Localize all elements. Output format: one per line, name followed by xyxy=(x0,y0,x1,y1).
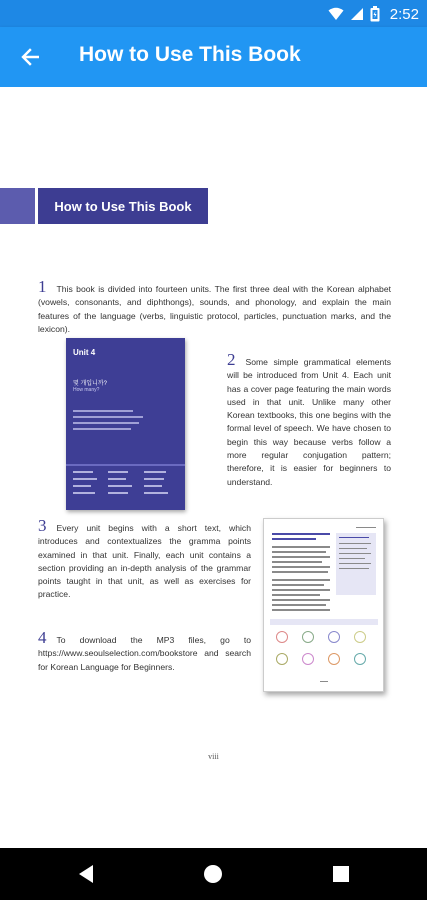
cover-text-line xyxy=(73,416,143,418)
sample-text-line xyxy=(272,599,330,601)
cover-vocab-cell xyxy=(73,478,97,480)
paragraph-3 xyxy=(38,517,251,602)
app-title: How to Use This Book xyxy=(79,43,301,66)
arrow-left-icon xyxy=(21,48,39,66)
sample-heading xyxy=(272,533,330,535)
cover-text-line xyxy=(73,422,139,424)
sample-text-line xyxy=(272,546,330,548)
cover-vocab-cell xyxy=(73,471,93,473)
sample-sidebar-line xyxy=(339,548,367,549)
cover-title: 몇 개입니까? xyxy=(73,381,107,387)
sample-text-line xyxy=(272,579,330,581)
battery-icon xyxy=(370,6,380,22)
sample-sidebar-line xyxy=(339,543,371,544)
banner-accent xyxy=(0,188,35,224)
cover-vocab-cell xyxy=(108,478,126,480)
sample-sidebar-line xyxy=(339,553,371,554)
sample-text-line xyxy=(272,571,328,573)
item-number-3: 3 xyxy=(38,516,47,535)
home-circle-icon xyxy=(203,864,223,884)
sample-text-line xyxy=(272,566,330,568)
nav-recents-button[interactable] xyxy=(328,861,354,887)
sample-text-line xyxy=(272,589,330,591)
cover-vocab-cell xyxy=(108,492,128,494)
sample-text-line xyxy=(272,561,322,563)
sample-illustration xyxy=(328,631,340,643)
paragraph-4 xyxy=(38,629,251,674)
cover-vocab-cell xyxy=(144,471,166,473)
item-text-4: To download the MP3 files, go to https://www.seoulselection.com/bookstore and search for Korean Language for Beginners. xyxy=(38,635,251,672)
sample-text-line xyxy=(272,584,324,586)
sample-text-line xyxy=(272,556,330,558)
nav-home-button[interactable] xyxy=(200,861,226,887)
item-text-1: This book is divided into fourteen units. The first three deal with the Korean alphabet (vowels, consonants, and diphthongs), sounds, and phonology, and explain the main features of the language (verbs, linguistic protocol, particles, punctuation marks, and the lexicon). xyxy=(38,284,391,334)
status-icons xyxy=(328,3,419,25)
sample-illustration xyxy=(328,653,340,665)
item-number-4: 4 xyxy=(38,628,47,647)
cover-unit-label: Unit 4 xyxy=(73,348,96,357)
cover-vocab-cell xyxy=(108,471,128,473)
app-bar xyxy=(0,27,427,87)
cover-vocab-cell xyxy=(144,492,168,494)
paragraph-2 xyxy=(227,351,391,489)
sample-text-line xyxy=(272,551,326,553)
cover-vocab-cell xyxy=(108,485,132,487)
sample-illustration xyxy=(276,631,288,643)
sample-illustration xyxy=(302,631,314,643)
sample-text-line xyxy=(272,594,320,596)
page-number: viii xyxy=(208,752,219,761)
item-number-1: 1 xyxy=(38,277,47,296)
recents-square-icon xyxy=(332,865,350,883)
cover-vocab-cell xyxy=(144,485,162,487)
sample-sidebar-line xyxy=(339,563,371,564)
cover-subtitle: How many? xyxy=(73,387,100,393)
sample-text-line xyxy=(272,604,326,606)
back-button[interactable] xyxy=(14,42,46,72)
sample-heading xyxy=(272,538,316,540)
cover-text-line xyxy=(73,410,133,412)
sample-illustration xyxy=(302,653,314,665)
nav-back-button[interactable] xyxy=(73,861,99,887)
item-number-2: 2 xyxy=(227,350,236,369)
sample-page-number xyxy=(320,681,328,682)
status-time: 2:52 xyxy=(389,5,419,23)
navigation-bar xyxy=(0,848,427,900)
sample-vocab-band xyxy=(270,619,378,625)
cover-text-line xyxy=(73,428,131,430)
signal-icon xyxy=(350,7,364,21)
cover-divider xyxy=(66,464,185,466)
book-page xyxy=(0,87,427,848)
sample-text-line xyxy=(272,609,330,611)
paragraph-1 xyxy=(38,278,391,336)
sample-header-line xyxy=(356,527,376,528)
sample-illustration xyxy=(354,631,366,643)
sample-sidebar-line xyxy=(339,558,365,559)
status-bar xyxy=(0,0,427,27)
unit-cover-image xyxy=(66,338,185,510)
cover-vocab-cell xyxy=(73,485,91,487)
sample-sidebar-line xyxy=(339,568,369,569)
item-text-3: Every unit begins with a short text, which introduces and contextualizes the gramma points examined in that unit. Finally, each unit contains a section providing an in-depth analysis of the grammar points taught in that unit, as well as exercises for practice. xyxy=(38,523,251,600)
section-banner: How to Use This Book xyxy=(38,188,208,224)
wifi-icon xyxy=(328,7,344,21)
cover-vocab-cell xyxy=(144,478,164,480)
back-triangle-icon xyxy=(77,864,95,884)
sample-illustration xyxy=(354,653,366,665)
sample-page-image xyxy=(263,518,384,692)
item-text-2: Some simple grammatical elements will be introduced from Unit 4. Each unit has a cover page featuring the main words used in that unit. Unlike many other Korean textbooks, this one begins with the formal level of speech. We have chosen to begin this way because verbs follow a more regular conjugation pattern; therefore, it is easier for beginners to understand. xyxy=(227,357,391,487)
sample-illustration xyxy=(276,653,288,665)
cover-vocab-cell xyxy=(73,492,95,494)
sample-sidebar-line xyxy=(339,537,369,538)
